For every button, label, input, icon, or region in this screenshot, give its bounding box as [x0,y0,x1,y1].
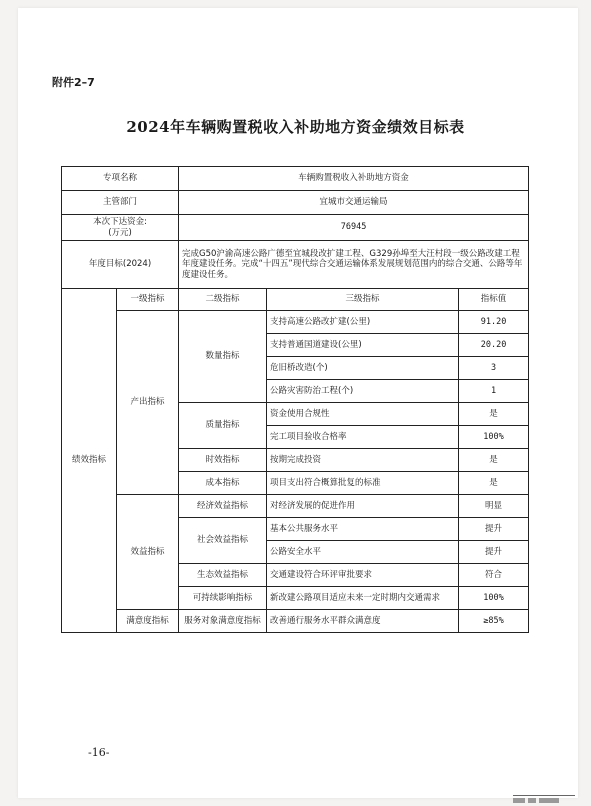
indicator-value: 20.20 [459,334,529,357]
indicator-value: 100% [459,426,529,449]
indicator-name: 危旧桥改造(个) [267,357,459,380]
header-level2: 二级指标 [179,289,267,311]
indicator-value: 3 [459,357,529,380]
indicator-value: 是 [459,472,529,495]
annual-goal-label: 年度目标(2024) [62,241,179,289]
indicator-name: 基本公共服务水平 [267,518,459,541]
cost-label: 成本指标 [179,472,267,495]
quality-label: 质量指标 [179,403,267,449]
annual-goal-row [62,241,529,289]
indicator-name: 项目支出符合概算批复的标准 [267,472,459,495]
output-label: 产出指标 [117,311,179,495]
header-row [62,289,529,311]
indicator-name: 公路灾害防治工程(个) [267,380,459,403]
sustainable-label: 可持续影响指标 [179,587,267,610]
indicator-value: 提升 [459,518,529,541]
header-value: 指标值 [459,289,529,311]
department-value: 宜城市交通运输局 [179,191,529,215]
section-label: 绩效指标 [62,289,117,633]
funds-value: 76945 [179,215,529,241]
project-label: 专项名称 [62,167,179,191]
indicator-value: 明显 [459,495,529,518]
table-row [62,495,529,518]
indicator-name: 支持高速公路改扩建(公里) [267,311,459,334]
satisfaction-label: 满意度指标 [117,610,179,633]
header-level3: 三级指标 [267,289,459,311]
funds-label-line2: (万元) [108,227,132,238]
annual-goal-value: 完成G50沪渝高速公路广德至宜城段改扩建工程、G329孙埠至大汪村段一级公路改建工程年度建设任务。完成“十四五”现代综合交通运输体系发展规划范围内的综合交通、公路等年度建设任务。 [179,241,529,289]
indicator-value: 91.20 [459,311,529,334]
project-row [62,167,529,191]
department-row [62,191,529,215]
economic-label: 经济效益指标 [179,495,267,518]
indicator-name: 对经济发展的促进作用 [267,495,459,518]
indicator-value: 符合 [459,564,529,587]
satisfaction-sub-label: 服务对象满意度指标 [179,610,267,633]
indicator-value: 是 [459,403,529,426]
indicator-name: 交通建设符合环评审批要求 [267,564,459,587]
funds-label-line1: 本次下达资金: [93,216,147,227]
social-label: 社会效益指标 [179,518,267,564]
indicator-name: 新改建公路项目适应未来一定时期内交通需求 [267,587,459,610]
indicator-name: 资金使用合规性 [267,403,459,426]
timeliness-label: 时效指标 [179,449,267,472]
benefit-label: 效益指标 [117,495,179,610]
ecological-label: 生态效益指标 [179,564,267,587]
indicator-value: 提升 [459,541,529,564]
indicator-name: 完工项目验收合格率 [267,426,459,449]
indicator-value: 是 [459,449,529,472]
funds-label [62,215,179,241]
indicator-value: 100% [459,587,529,610]
scan-mark [513,795,575,804]
indicator-value: 1 [459,380,529,403]
indicator-value: ≥85% [459,610,529,633]
table-row [62,311,529,334]
header-level1: 一级指标 [117,289,179,311]
quantity-label: 数量指标 [179,311,267,403]
attachment-label: 附件2–7 [52,76,95,89]
table-row [62,610,529,633]
department-label: 主管部门 [62,191,179,215]
indicator-name: 按期完成投资 [267,449,459,472]
indicator-name: 改善通行服务水平群众满意度 [267,610,459,633]
project-value: 车辆购置税收入补助地方资金 [179,167,529,191]
indicator-name: 支持普通国道建设(公里) [267,334,459,357]
funds-row [62,215,529,241]
performance-goal-table [61,166,529,633]
document-title: 2024年车辆购置税收入补助地方资金绩效目标表 [126,118,465,136]
indicator-name: 公路安全水平 [267,541,459,564]
page-number: -16- [88,746,110,759]
